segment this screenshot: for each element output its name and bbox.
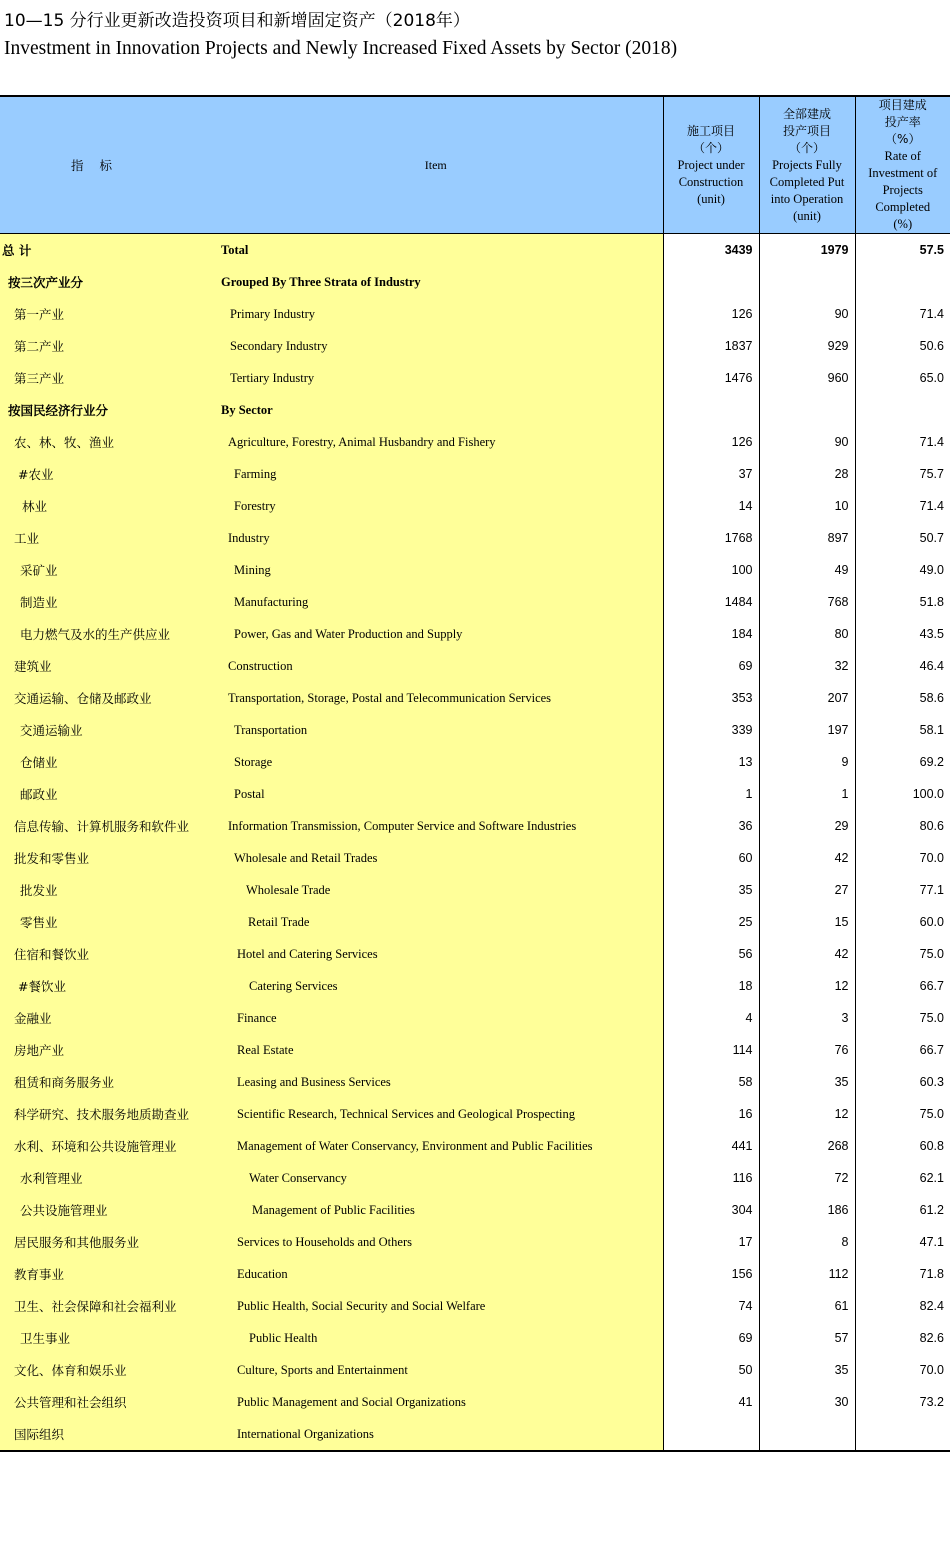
item-en-cell: Primary Industry bbox=[219, 298, 663, 330]
item-en-cell: Culture, Sports and Entertainment bbox=[219, 1354, 663, 1386]
indicator-cn-cell: 农、林、牧、渔业 bbox=[0, 426, 219, 458]
table-row bbox=[0, 490, 950, 522]
indicator-cn-cell: 建筑业 bbox=[0, 650, 219, 682]
projects-completed-cell: 42 bbox=[759, 842, 855, 874]
item-en-cell: Management of Public Facilities bbox=[219, 1194, 663, 1226]
projects-under-construction-cell: 1837 bbox=[663, 330, 759, 362]
indicator-cn-cell: 电力燃气及水的生产供应业 bbox=[0, 618, 219, 650]
item-en-cell: Services to Households and Others bbox=[219, 1226, 663, 1258]
table-row bbox=[0, 522, 950, 554]
header-col2-cn-line: 投产项目 bbox=[782, 123, 831, 138]
completion-rate-cell: 75.7 bbox=[855, 458, 950, 490]
projects-under-construction-cell: 50 bbox=[663, 1354, 759, 1386]
item-en-cell: Secondary Industry bbox=[219, 330, 663, 362]
item-en-cell: Mining bbox=[219, 554, 663, 586]
header-item: Item bbox=[219, 96, 663, 234]
projects-completed-cell: 8 bbox=[759, 1226, 855, 1258]
projects-completed-cell: 112 bbox=[759, 1258, 855, 1290]
table-row bbox=[0, 1322, 950, 1354]
projects-under-construction-cell: 114 bbox=[663, 1034, 759, 1066]
header-completion-rate bbox=[855, 96, 950, 234]
header-projects-completed bbox=[759, 96, 855, 234]
indicator-cn-cell: 科学研究、技术服务地质勘查业 bbox=[0, 1098, 219, 1130]
indicator-cn-cell: 邮政业 bbox=[0, 778, 219, 810]
item-en-cell: Public Management and Social Organizations bbox=[219, 1386, 663, 1418]
completion-rate-cell: 57.5 bbox=[855, 234, 950, 267]
indicator-cn-cell: 文化、体育和娱乐业 bbox=[0, 1354, 219, 1386]
page-title-chinese: 10—15 分行业更新改造投资项目和新增固定资产（2018年） bbox=[4, 11, 470, 31]
completion-rate-cell: 75.0 bbox=[855, 1002, 950, 1034]
indicator-cn-cell: 国际组织 bbox=[0, 1418, 219, 1451]
header-col3-en-line: Projects bbox=[882, 183, 923, 197]
table-row bbox=[0, 874, 950, 906]
projects-under-construction-cell: 1484 bbox=[663, 586, 759, 618]
table-row bbox=[0, 938, 950, 970]
item-en-cell: Transportation, Storage, Postal and Telecommunication Services bbox=[219, 682, 663, 714]
projects-completed-cell: 897 bbox=[759, 522, 855, 554]
completion-rate-cell: 58.1 bbox=[855, 714, 950, 746]
projects-under-construction-cell: 126 bbox=[663, 298, 759, 330]
completion-rate-cell: 66.7 bbox=[855, 970, 950, 1002]
item-en-cell: Leasing and Business Services bbox=[219, 1066, 663, 1098]
projects-completed-cell: 76 bbox=[759, 1034, 855, 1066]
completion-rate-cell: 65.0 bbox=[855, 362, 950, 394]
header-col3-en-line: Rate of bbox=[884, 149, 921, 163]
indicator-cn-cell: 公共管理和社会组织 bbox=[0, 1386, 219, 1418]
completion-rate-cell: 60.3 bbox=[855, 1066, 950, 1098]
table-row bbox=[0, 554, 950, 586]
completion-rate-cell bbox=[855, 394, 950, 426]
completion-rate-cell: 58.6 bbox=[855, 682, 950, 714]
projects-completed-cell: 9 bbox=[759, 746, 855, 778]
projects-completed-cell: 268 bbox=[759, 1130, 855, 1162]
indicator-cn-cell: 租赁和商务服务业 bbox=[0, 1066, 219, 1098]
projects-completed-cell: 1979 bbox=[759, 234, 855, 267]
item-en-cell: Catering Services bbox=[219, 970, 663, 1002]
projects-completed-cell: 49 bbox=[759, 554, 855, 586]
projects-completed-cell bbox=[759, 266, 855, 298]
item-en-cell: Retail Trade bbox=[219, 906, 663, 938]
table-row bbox=[0, 394, 950, 426]
item-en-cell: Farming bbox=[219, 458, 663, 490]
table-row bbox=[0, 746, 950, 778]
table-row bbox=[0, 810, 950, 842]
table-row bbox=[0, 1258, 950, 1290]
item-en-cell: International Organizations bbox=[219, 1418, 663, 1451]
completion-rate-cell: 69.2 bbox=[855, 746, 950, 778]
completion-rate-cell: 80.6 bbox=[855, 810, 950, 842]
item-en-cell: Postal bbox=[219, 778, 663, 810]
table-header bbox=[0, 96, 950, 234]
indicator-cn-cell: #餐饮业 bbox=[0, 970, 219, 1002]
indicator-cn-cell: 第三产业 bbox=[0, 362, 219, 394]
table-row bbox=[0, 426, 950, 458]
projects-under-construction-cell: 58 bbox=[663, 1066, 759, 1098]
table-row bbox=[0, 1418, 950, 1451]
item-en-cell: Information Transmission, Computer Service and Software Industries bbox=[219, 810, 663, 842]
header-col1-cn-line: （个） bbox=[692, 140, 729, 155]
projects-under-construction-cell: 41 bbox=[663, 1386, 759, 1418]
projects-completed-cell: 768 bbox=[759, 586, 855, 618]
projects-completed-cell: 90 bbox=[759, 298, 855, 330]
completion-rate-cell: 60.8 bbox=[855, 1130, 950, 1162]
header-col2-cn-line: （个） bbox=[788, 140, 825, 155]
projects-completed-cell: 960 bbox=[759, 362, 855, 394]
completion-rate-cell: 51.8 bbox=[855, 586, 950, 618]
table-row bbox=[0, 1098, 950, 1130]
table-row bbox=[0, 458, 950, 490]
projects-completed-cell: 35 bbox=[759, 1354, 855, 1386]
indicator-cn-cell: 教育事业 bbox=[0, 1258, 219, 1290]
projects-under-construction-cell: 37 bbox=[663, 458, 759, 490]
completion-rate-cell: 70.0 bbox=[855, 1354, 950, 1386]
projects-under-construction-cell bbox=[663, 1418, 759, 1451]
item-en-cell: Public Health, Social Security and Social Welfare bbox=[219, 1290, 663, 1322]
projects-under-construction-cell: 1768 bbox=[663, 522, 759, 554]
sector-investment-table bbox=[0, 95, 950, 1452]
projects-under-construction-cell: 126 bbox=[663, 426, 759, 458]
completion-rate-cell: 71.4 bbox=[855, 426, 950, 458]
projects-completed-cell: 207 bbox=[759, 682, 855, 714]
projects-under-construction-cell: 1476 bbox=[663, 362, 759, 394]
projects-under-construction-cell: 17 bbox=[663, 1226, 759, 1258]
completion-rate-cell: 82.6 bbox=[855, 1322, 950, 1354]
table-row bbox=[0, 970, 950, 1002]
projects-completed-cell: 80 bbox=[759, 618, 855, 650]
item-en-cell: Water Conservancy bbox=[219, 1162, 663, 1194]
projects-under-construction-cell: 69 bbox=[663, 1322, 759, 1354]
header-indicator: 指 标 bbox=[0, 96, 219, 234]
projects-completed-cell: 186 bbox=[759, 1194, 855, 1226]
indicator-cn-cell: 批发和零售业 bbox=[0, 842, 219, 874]
projects-completed-cell: 30 bbox=[759, 1386, 855, 1418]
item-en-cell: Forestry bbox=[219, 490, 663, 522]
header-col2-en-line: (unit) bbox=[793, 208, 821, 223]
completion-rate-cell: 75.0 bbox=[855, 1098, 950, 1130]
projects-completed-cell: 15 bbox=[759, 906, 855, 938]
table-row bbox=[0, 1226, 950, 1258]
projects-under-construction-cell bbox=[663, 394, 759, 426]
projects-under-construction-cell: 36 bbox=[663, 810, 759, 842]
item-en-cell: Transportation bbox=[219, 714, 663, 746]
indicator-cn-cell: 住宿和餐饮业 bbox=[0, 938, 219, 970]
projects-completed-cell: 27 bbox=[759, 874, 855, 906]
projects-completed-cell: 32 bbox=[759, 650, 855, 682]
item-en-cell: Manufacturing bbox=[219, 586, 663, 618]
indicator-cn-cell: 金融业 bbox=[0, 1002, 219, 1034]
completion-rate-cell: 60.0 bbox=[855, 906, 950, 938]
projects-under-construction-cell: 35 bbox=[663, 874, 759, 906]
projects-completed-cell: 42 bbox=[759, 938, 855, 970]
table-row bbox=[0, 266, 950, 298]
completion-rate-cell: 100.0 bbox=[855, 778, 950, 810]
completion-rate-cell: 62.1 bbox=[855, 1162, 950, 1194]
indicator-cn-cell: #农业 bbox=[0, 458, 219, 490]
completion-rate-cell: 75.0 bbox=[855, 938, 950, 970]
projects-under-construction-cell: 441 bbox=[663, 1130, 759, 1162]
indicator-cn-cell: 按国民经济行业分 bbox=[0, 394, 219, 426]
completion-rate-cell bbox=[855, 1418, 950, 1451]
projects-under-construction-cell: 16 bbox=[663, 1098, 759, 1130]
table-row bbox=[0, 1386, 950, 1418]
item-en-cell: Grouped By Three Strata of Industry bbox=[219, 266, 663, 298]
item-en-cell: Power, Gas and Water Production and Supply bbox=[219, 618, 663, 650]
table-row bbox=[0, 234, 950, 267]
projects-under-construction-cell: 4 bbox=[663, 1002, 759, 1034]
completion-rate-cell: 61.2 bbox=[855, 1194, 950, 1226]
projects-under-construction-cell: 74 bbox=[663, 1290, 759, 1322]
indicator-cn-cell: 总 计 bbox=[0, 234, 219, 267]
projects-completed-cell: 57 bbox=[759, 1322, 855, 1354]
table-row bbox=[0, 1130, 950, 1162]
header-col3-en-line: (%) bbox=[893, 217, 913, 231]
header-col1-en-line: (unit) bbox=[697, 191, 725, 206]
item-en-cell: Total bbox=[219, 234, 663, 267]
page-title-english: Investment in Innovation Projects and Newly Increased Fixed Assets by Sector (2018) bbox=[4, 38, 678, 59]
projects-under-construction-cell: 14 bbox=[663, 490, 759, 522]
indicator-cn-cell: 交通运输业 bbox=[0, 714, 219, 746]
projects-under-construction-cell: 184 bbox=[663, 618, 759, 650]
table-row bbox=[0, 362, 950, 394]
projects-completed-cell: 3 bbox=[759, 1002, 855, 1034]
projects-completed-cell: 929 bbox=[759, 330, 855, 362]
completion-rate-cell: 43.5 bbox=[855, 618, 950, 650]
projects-under-construction-cell: 56 bbox=[663, 938, 759, 970]
projects-completed-cell: 35 bbox=[759, 1066, 855, 1098]
header-projects-under-construction bbox=[663, 96, 759, 234]
header-col2-en-line: Projects Fully bbox=[772, 157, 842, 172]
completion-rate-cell: 46.4 bbox=[855, 650, 950, 682]
header-col2-en-line: into Operation bbox=[770, 191, 844, 206]
indicator-cn-cell: 采矿业 bbox=[0, 554, 219, 586]
projects-completed-cell: 10 bbox=[759, 490, 855, 522]
projects-completed-cell: 12 bbox=[759, 970, 855, 1002]
indicator-cn-cell: 卫生、社会保障和社会福利业 bbox=[0, 1290, 219, 1322]
projects-under-construction-cell: 13 bbox=[663, 746, 759, 778]
table-row bbox=[0, 1162, 950, 1194]
item-en-cell: Industry bbox=[219, 522, 663, 554]
table-row bbox=[0, 298, 950, 330]
item-en-cell: By Sector bbox=[219, 394, 663, 426]
indicator-cn-cell: 制造业 bbox=[0, 586, 219, 618]
projects-completed-cell: 90 bbox=[759, 426, 855, 458]
completion-rate-cell: 71.4 bbox=[855, 490, 950, 522]
projects-under-construction-cell: 1 bbox=[663, 778, 759, 810]
item-en-cell: Construction bbox=[219, 650, 663, 682]
indicator-cn-cell: 第二产业 bbox=[0, 330, 219, 362]
item-en-cell: Education bbox=[219, 1258, 663, 1290]
header-col3-cn-line: 项目建成 bbox=[878, 98, 927, 112]
table-row bbox=[0, 714, 950, 746]
item-en-cell: Scientific Research, Technical Services and Geological Prospecting bbox=[219, 1098, 663, 1130]
header-col3-en-line: Investment of bbox=[868, 166, 938, 180]
projects-completed-cell: 29 bbox=[759, 810, 855, 842]
item-en-cell: Tertiary Industry bbox=[219, 362, 663, 394]
projects-completed-cell bbox=[759, 1418, 855, 1451]
item-en-cell: Public Health bbox=[219, 1322, 663, 1354]
projects-completed-cell bbox=[759, 394, 855, 426]
table-row bbox=[0, 1034, 950, 1066]
completion-rate-cell: 47.1 bbox=[855, 1226, 950, 1258]
indicator-cn-cell: 水利、环境和公共设施管理业 bbox=[0, 1130, 219, 1162]
table-row bbox=[0, 1354, 950, 1386]
completion-rate-cell: 82.4 bbox=[855, 1290, 950, 1322]
table-row bbox=[0, 682, 950, 714]
header-col3-en-line: Completed bbox=[875, 200, 931, 214]
projects-under-construction-cell: 60 bbox=[663, 842, 759, 874]
completion-rate-cell: 49.0 bbox=[855, 554, 950, 586]
indicator-cn-cell: 公共设施管理业 bbox=[0, 1194, 219, 1226]
indicator-cn-cell: 林业 bbox=[0, 490, 219, 522]
projects-completed-cell: 28 bbox=[759, 458, 855, 490]
item-en-cell: Hotel and Catering Services bbox=[219, 938, 663, 970]
table-row bbox=[0, 618, 950, 650]
table-row bbox=[0, 778, 950, 810]
header-col1-cn-line: 施工项目 bbox=[686, 123, 735, 138]
table-row bbox=[0, 1290, 950, 1322]
header-col2-en-line: Completed Put bbox=[769, 174, 845, 189]
indicator-cn-cell: 卫生事业 bbox=[0, 1322, 219, 1354]
indicator-cn-cell: 第一产业 bbox=[0, 298, 219, 330]
indicator-cn-cell: 批发业 bbox=[0, 874, 219, 906]
item-en-cell: Finance bbox=[219, 1002, 663, 1034]
projects-under-construction-cell: 18 bbox=[663, 970, 759, 1002]
table-row bbox=[0, 1066, 950, 1098]
indicator-cn-cell: 按三次产业分 bbox=[0, 266, 219, 298]
indicator-cn-cell: 房地产业 bbox=[0, 1034, 219, 1066]
indicator-cn-cell: 工业 bbox=[0, 522, 219, 554]
projects-under-construction-cell: 25 bbox=[663, 906, 759, 938]
completion-rate-cell: 71.4 bbox=[855, 298, 950, 330]
projects-completed-cell: 72 bbox=[759, 1162, 855, 1194]
indicator-cn-cell: 信息传输、计算机服务和软件业 bbox=[0, 810, 219, 842]
completion-rate-cell: 70.0 bbox=[855, 842, 950, 874]
table-row bbox=[0, 650, 950, 682]
projects-under-construction-cell: 304 bbox=[663, 1194, 759, 1226]
item-en-cell: Wholesale Trade bbox=[219, 874, 663, 906]
indicator-cn-cell: 居民服务和其他服务业 bbox=[0, 1226, 219, 1258]
table-row bbox=[0, 906, 950, 938]
header-col2-cn-line: 全部建成 bbox=[782, 106, 831, 121]
completion-rate-cell: 71.8 bbox=[855, 1258, 950, 1290]
item-en-cell: Management of Water Conservancy, Environment and Public Facilities bbox=[219, 1130, 663, 1162]
projects-under-construction-cell: 156 bbox=[663, 1258, 759, 1290]
projects-completed-cell: 197 bbox=[759, 714, 855, 746]
table-row bbox=[0, 586, 950, 618]
table-row bbox=[0, 1002, 950, 1034]
projects-completed-cell: 1 bbox=[759, 778, 855, 810]
completion-rate-cell: 66.7 bbox=[855, 1034, 950, 1066]
table-row bbox=[0, 330, 950, 362]
completion-rate-cell: 50.7 bbox=[855, 522, 950, 554]
table-body bbox=[0, 234, 950, 1452]
indicator-cn-cell: 水利管理业 bbox=[0, 1162, 219, 1194]
header-col3-cn-line: 投产率 bbox=[884, 115, 921, 129]
projects-under-construction-cell: 3439 bbox=[663, 234, 759, 267]
item-en-cell: Storage bbox=[219, 746, 663, 778]
header-col1-en-line: Construction bbox=[678, 174, 744, 189]
projects-completed-cell: 61 bbox=[759, 1290, 855, 1322]
table-row bbox=[0, 1194, 950, 1226]
item-en-cell: Agriculture, Forestry, Animal Husbandry and Fishery bbox=[219, 426, 663, 458]
projects-under-construction-cell: 116 bbox=[663, 1162, 759, 1194]
projects-under-construction-cell bbox=[663, 266, 759, 298]
completion-rate-cell: 73.2 bbox=[855, 1386, 950, 1418]
projects-under-construction-cell: 100 bbox=[663, 554, 759, 586]
table-row bbox=[0, 842, 950, 874]
header-col3-cn-line: （%） bbox=[885, 132, 921, 146]
indicator-cn-cell: 仓储业 bbox=[0, 746, 219, 778]
completion-rate-cell: 77.1 bbox=[855, 874, 950, 906]
completion-rate-cell: 50.6 bbox=[855, 330, 950, 362]
projects-completed-cell: 12 bbox=[759, 1098, 855, 1130]
projects-under-construction-cell: 353 bbox=[663, 682, 759, 714]
indicator-cn-cell: 零售业 bbox=[0, 906, 219, 938]
indicator-cn-cell: 交通运输、仓储及邮政业 bbox=[0, 682, 219, 714]
item-en-cell: Wholesale and Retail Trades bbox=[219, 842, 663, 874]
projects-under-construction-cell: 339 bbox=[663, 714, 759, 746]
projects-under-construction-cell: 69 bbox=[663, 650, 759, 682]
completion-rate-cell bbox=[855, 266, 950, 298]
header-col1-en-line: Project under bbox=[677, 157, 745, 172]
item-en-cell: Real Estate bbox=[219, 1034, 663, 1066]
